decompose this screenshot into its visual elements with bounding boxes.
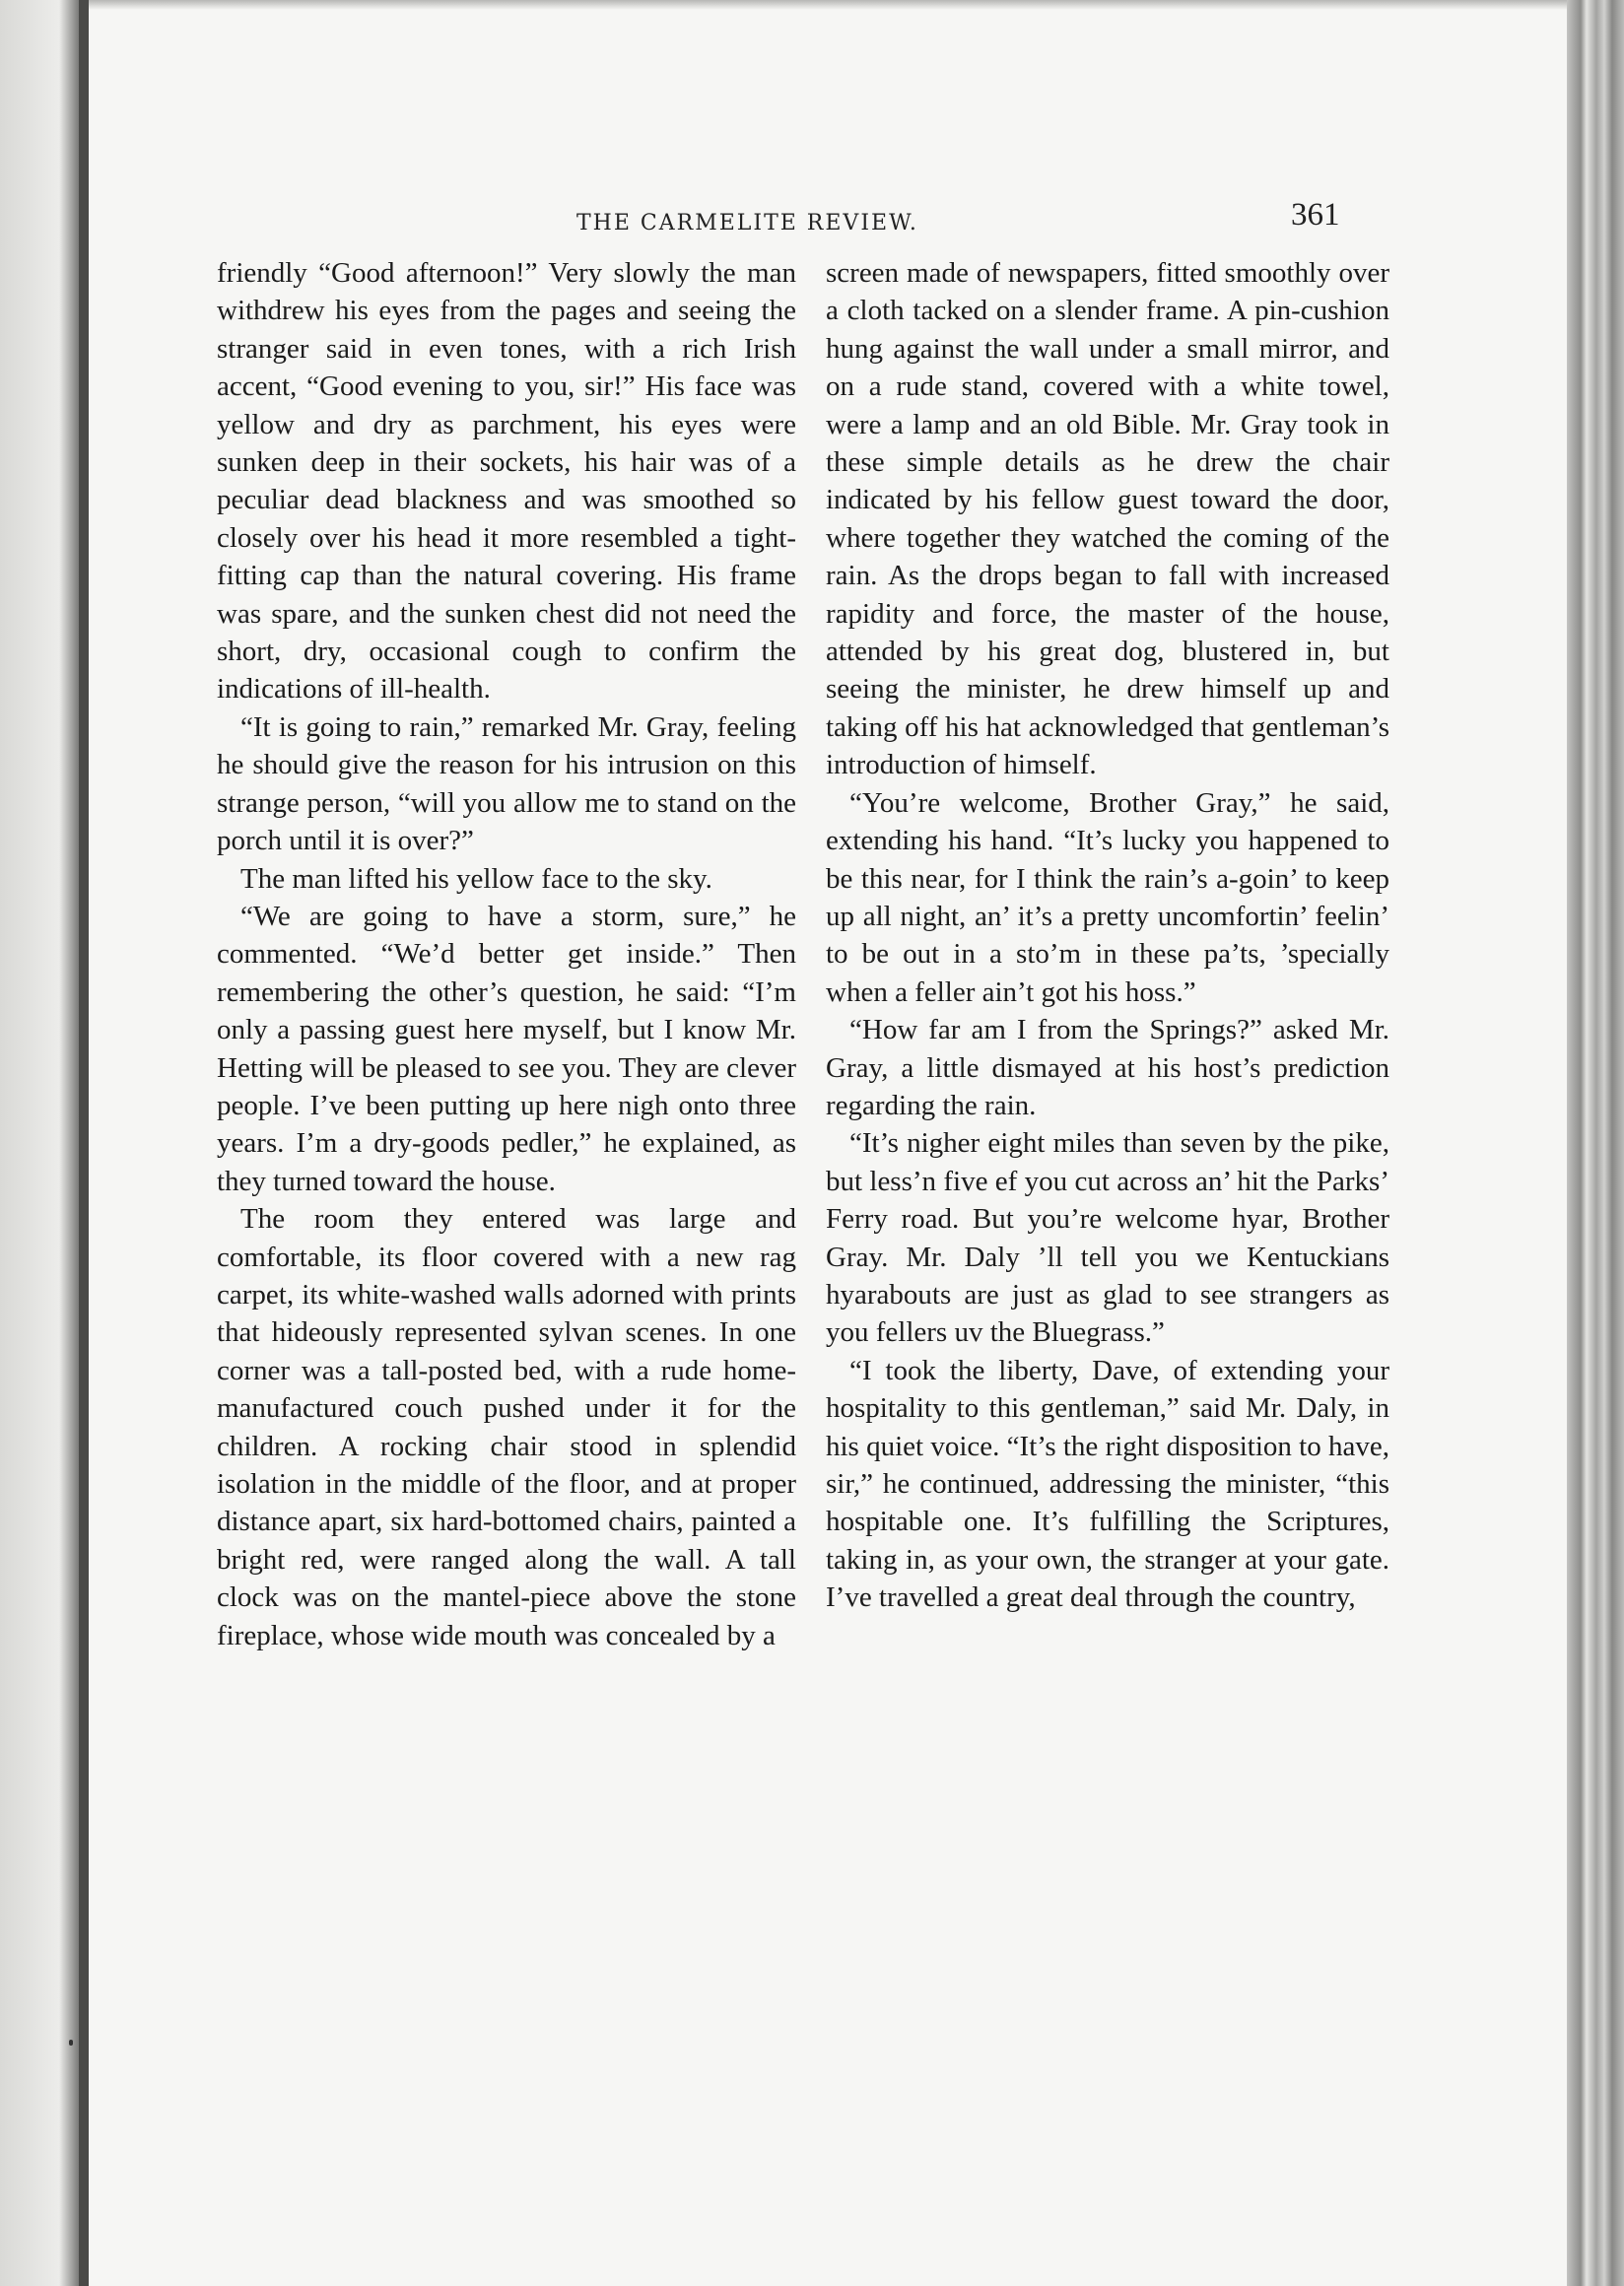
paragraph: “It’s nigher eight miles than seven by the pike, but less’n five ef you cut across an’ hit the Parks’ Ferry road. But you’re welcome hyar, Brother Gray. Mr. Daly ’ll tell you we Kentuckians hyarabouts are just as glad to see strangers as you fellers uv the Bluegrass.”	[826, 1127, 1389, 1349]
book-fore-edge	[1567, 0, 1624, 2286]
paragraph: “It is going to rain,” remarked Mr. Gray, feeling he should give the reason for his intrusion on this strange person, “will you allow me to stand on the porch until it is over?”	[217, 710, 796, 857]
running-title: THE CARMELITE REVIEW.	[576, 211, 918, 235]
top-shadow	[89, 0, 1567, 10]
paragraph: friendly “Good afternoon!” Very slowly the man withdrew his eyes from the pages and seeing the stranger said in even tones, with a rich Irish accent, “Good evening to you, sir!” His face was yellow and dry as parchment, his eyes were sunken deep in their sockets, his hair was of a peculiar dead blackness and was smoothed so closely over his head it more resembled a tight-fitting cap than the natural covering. His frame was spare, and the sunken chest did not need the short, dry, occasional cough to confirm the indications of ill-health.	[217, 257, 796, 706]
paragraph: screen made of newspapers, fitted smoothly over a cloth tacked on a slender frame. A pin-cushion hung against the wall under a small mirror, and on a rude stand, covered with a white towel, were a lamp and an old Bible. Mr. Gray took in these simple details as he drew the chair indicated by his fellow guest toward the door, where together they watched the coming of the rain. As the drops began to fall with increased rapidity and force, the master of the house, attended by his great dog, blustered in, but seeing the minister, he drew himself up and taking off his hat acknowledged that gentleman’s introduction of himself.	[826, 257, 1389, 781]
dust-speck	[69, 2040, 73, 2046]
left-page-edge	[0, 0, 87, 2286]
page-header	[217, 197, 1360, 246]
paragraph: The room they entered was large and comfortable, its floor covered with a new rag carpet, its white-washed walls adorned with prints that hideously represented sylvan scenes. In one corner was a tall-posted bed, with a rude home-manufactured couch pushed under it for the children. A rocking chair stood in splendid isolation in the middle of the floor, and at proper distance apart, six hard-bottomed chairs, painted a bright red, were ranged along the wall. A tall clock was on the mantel-piece above the stone fireplace, whose wide mouth was concealed by a	[217, 1203, 796, 1651]
text-column-right	[826, 254, 1389, 1617]
paragraph: “We are going to have a storm, sure,” he commented. “We’d better get inside.” Then remembering the other’s question, he said: “I’m only a passing guest here myself, but I know Mr. Hetting will be pleased to see you. They are clever people. I’ve been putting up here nigh onto three years. I’m a dry-goods pedler,” he explained, as they turned toward the house.	[217, 900, 796, 1197]
paragraph: “How far am I from the Springs?” asked Mr. Gray, a little dismayed at his host’s prediction regarding the rain.	[826, 1014, 1389, 1121]
paragraph: The man lifted his yellow face to the sky.	[240, 862, 712, 895]
page-number: 361	[1291, 197, 1340, 233]
gutter-shadow	[79, 0, 89, 2286]
paragraph: “I took the liberty, Dave, of extending your hospitality to this gentleman,” said Mr. Daly, in his quiet voice. “It’s the right disposition to have, sir,” he continued, addressing the minister, “this hospitable one. It’s fulfilling the Scriptures, taking in, as your own, the stranger at your gate. I’ve travelled a great deal through the country,	[826, 1354, 1389, 1614]
paragraph: “You’re welcome, Brother Gray,” he said, extending his hand. “It’s lucky you happened to be this near, for I think the rain’s a-goin’ to keep up all night, an’ it’s a pretty uncomfortin’ feelin’ to be out in a sto’m in these pa’ts, ’specially when a feller ain’t got his hoss.”	[826, 786, 1389, 1008]
text-column-left	[217, 254, 796, 1654]
